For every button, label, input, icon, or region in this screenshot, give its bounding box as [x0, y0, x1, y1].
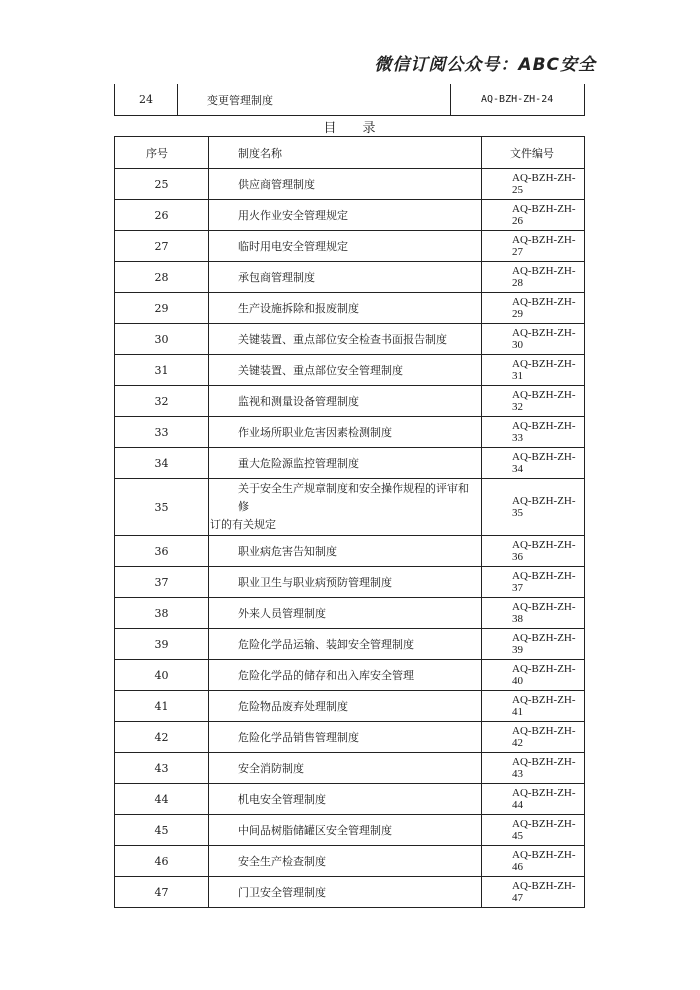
- watermark-text: 微信订阅公众号：ABC安全: [374, 55, 596, 75]
- row-number: 37: [115, 567, 209, 598]
- regulation-name: 安全生产检查制度: [209, 846, 482, 877]
- document-code: AQ-BZH-ZH-25: [482, 169, 585, 200]
- table-row: [115, 815, 585, 846]
- regulation-name: 外来人员管理制度: [209, 598, 482, 629]
- row-number: 38: [115, 598, 209, 629]
- row-number: 27: [115, 231, 209, 262]
- document-code: AQ-BZH-ZH-41: [482, 691, 585, 722]
- table-row: [115, 479, 585, 536]
- row-number: 44: [115, 784, 209, 815]
- document-code: AQ-BZH-ZH-39: [482, 629, 585, 660]
- document-code: AQ-BZH-ZH-24: [451, 84, 585, 116]
- document-code: AQ-BZH-ZH-38: [482, 598, 585, 629]
- regulation-name: 门卫安全管理制度: [209, 877, 482, 908]
- table-row: [115, 231, 585, 262]
- previous-page-table: [114, 84, 585, 116]
- row-number: 40: [115, 660, 209, 691]
- document-code: AQ-BZH-ZH-37: [482, 567, 585, 598]
- header-name: 制度名称: [209, 137, 482, 169]
- regulation-name: 危险化学品销售管理制度: [209, 722, 482, 753]
- row-number: 43: [115, 753, 209, 784]
- row-number: 39: [115, 629, 209, 660]
- table-row: [115, 262, 585, 293]
- regulation-name: 监视和测量设备管理制度: [209, 386, 482, 417]
- regulation-name: [209, 479, 482, 536]
- table-row: [115, 200, 585, 231]
- document-code: AQ-BZH-ZH-43: [482, 753, 585, 784]
- row-number: 31: [115, 355, 209, 386]
- table-row: [115, 84, 585, 116]
- regulation-name: 危险化学品运输、装卸安全管理制度: [209, 629, 482, 660]
- document-code: AQ-BZH-ZH-31: [482, 355, 585, 386]
- regulation-name-line-1: 关于安全生产规章制度和安全操作规程的评审和修: [238, 482, 469, 513]
- header-code: 文件编号: [482, 137, 585, 169]
- toc-table: [114, 136, 585, 908]
- row-number: 34: [115, 448, 209, 479]
- regulation-name: 职业卫生与职业病预防管理制度: [209, 567, 482, 598]
- row-number: 36: [115, 536, 209, 567]
- document-code: AQ-BZH-ZH-46: [482, 846, 585, 877]
- header-number: 序号: [115, 137, 209, 169]
- row-number: 45: [115, 815, 209, 846]
- regulation-name: 职业病危害告知制度: [209, 536, 482, 567]
- document-code: AQ-BZH-ZH-47: [482, 877, 585, 908]
- regulation-name: 承包商管理制度: [209, 262, 482, 293]
- document-code: AQ-BZH-ZH-32: [482, 386, 585, 417]
- regulation-name: 作业场所职业危害因素检测制度: [209, 417, 482, 448]
- row-number: 47: [115, 877, 209, 908]
- row-number: 41: [115, 691, 209, 722]
- row-number: 32: [115, 386, 209, 417]
- row-number: 28: [115, 262, 209, 293]
- table-row: [115, 386, 585, 417]
- regulation-name: 供应商管理制度: [209, 169, 482, 200]
- document-code: AQ-BZH-ZH-30: [482, 324, 585, 355]
- toc-title: 目录: [323, 121, 402, 136]
- table-row: [115, 355, 585, 386]
- table-row: [115, 536, 585, 567]
- table-row: [115, 846, 585, 877]
- row-number: 46: [115, 846, 209, 877]
- regulation-name: 重大危险源监控管理制度: [209, 448, 482, 479]
- table-row: [115, 629, 585, 660]
- row-number: 30: [115, 324, 209, 355]
- table-header-row: [115, 137, 585, 169]
- table-row: [115, 660, 585, 691]
- document-code: AQ-BZH-ZH-42: [482, 722, 585, 753]
- document-code: AQ-BZH-ZH-29: [482, 293, 585, 324]
- table-row: [115, 877, 585, 908]
- document-code: AQ-BZH-ZH-26: [482, 200, 585, 231]
- row-number: 33: [115, 417, 209, 448]
- regulation-name: 机电安全管理制度: [209, 784, 482, 815]
- document-code: AQ-BZH-ZH-28: [482, 262, 585, 293]
- regulation-name: 危险化学品的储存和出入库安全管理: [209, 660, 482, 691]
- document-code: AQ-BZH-ZH-34: [482, 448, 585, 479]
- document-code: AQ-BZH-ZH-36: [482, 536, 585, 567]
- table-row: [115, 722, 585, 753]
- document-code: AQ-BZH-ZH-27: [482, 231, 585, 262]
- table-row: [115, 324, 585, 355]
- document-code: AQ-BZH-ZH-40: [482, 660, 585, 691]
- row-number: 35: [115, 479, 209, 536]
- regulation-name: 中间品树脂储罐区安全管理制度: [209, 815, 482, 846]
- regulation-name: 临时用电安全管理规定: [209, 231, 482, 262]
- table-row: [115, 784, 585, 815]
- regulation-name: 生产设施拆除和报废制度: [209, 293, 482, 324]
- document-code: AQ-BZH-ZH-33: [482, 417, 585, 448]
- table-row: [115, 417, 585, 448]
- regulation-name: 安全消防制度: [209, 753, 482, 784]
- row-number: 26: [115, 200, 209, 231]
- regulation-name: 变更管理制度: [178, 84, 451, 116]
- regulation-name: 关键装置、重点部位安全检查书面报告制度: [209, 324, 482, 355]
- table-row: [115, 567, 585, 598]
- row-number: 25: [115, 169, 209, 200]
- document-code: AQ-BZH-ZH-35: [482, 479, 585, 536]
- table-row: [115, 448, 585, 479]
- table-row: [115, 169, 585, 200]
- document-code: AQ-BZH-ZH-45: [482, 815, 585, 846]
- document-code: AQ-BZH-ZH-44: [482, 784, 585, 815]
- table-row: [115, 691, 585, 722]
- table-row: [115, 293, 585, 324]
- table-row: [115, 753, 585, 784]
- table-row: [115, 598, 585, 629]
- row-number: 29: [115, 293, 209, 324]
- row-number: 42: [115, 722, 209, 753]
- regulation-name: 关键装置、重点部位安全管理制度: [209, 355, 482, 386]
- regulation-name-line-2: 订的有关规定: [210, 518, 276, 531]
- regulation-name: 用火作业安全管理规定: [209, 200, 482, 231]
- row-number: 24: [115, 84, 178, 116]
- regulation-name: 危险物品废弃处理制度: [209, 691, 482, 722]
